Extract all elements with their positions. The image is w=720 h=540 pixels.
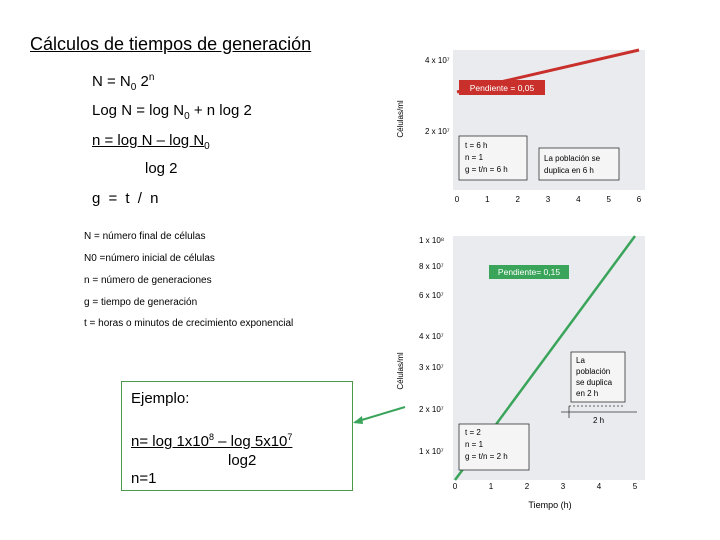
chart-lower <box>395 226 655 516</box>
example-result: n=1 <box>131 470 157 487</box>
example-heading: Ejemplo: <box>131 390 190 407</box>
x-tick-label: 1 <box>485 195 490 204</box>
formula-n-denominator: log 2 <box>145 160 178 177</box>
y-tick-label: 1 x 10⁷ <box>419 447 444 456</box>
definition-t: t = horas o minutos de crecimiento exponencial <box>84 318 294 329</box>
note-line: se duplica <box>576 378 613 387</box>
x-tick-label: 3 <box>545 195 551 204</box>
example-denominator: log2 <box>228 452 257 469</box>
x-tick-label: 5 <box>632 482 638 491</box>
y-tick-label: 4 x 10⁷ <box>425 56 450 65</box>
annotation-n: n = 1 <box>465 153 484 162</box>
example-box <box>121 381 353 491</box>
y-tick-label: 3 x 10⁷ <box>419 363 444 372</box>
y-axis-label: Células/ml <box>396 100 405 138</box>
x-tick-label: 5 <box>606 195 611 204</box>
x-tick-label: 1 <box>488 482 494 491</box>
y-tick-label: 4 x 10⁷ <box>419 332 444 341</box>
slope-label: Pendiente= 0,15 <box>497 267 561 277</box>
definition-N: N = número final de células <box>84 231 206 242</box>
x-axis-label: Tiempo (h) <box>528 500 572 510</box>
definition-n: n = número de generaciones <box>84 275 212 286</box>
note-box <box>539 148 619 180</box>
x-tick-label: 4 <box>576 195 581 204</box>
definition-N0: N0 =número inicial de células <box>84 253 215 264</box>
note-line: La población se <box>544 154 601 163</box>
slope-label: Pendiente = 0,05 <box>469 83 535 93</box>
example-numerator: $n= \log 1x10^8 - \log 5x10^7$ <box>131 432 293 450</box>
chart-upper <box>395 44 655 209</box>
annotation-g: g = t/n = 6 h <box>465 165 508 174</box>
definition-g: g = tiempo de generación <box>84 297 198 308</box>
formula-growth: $N = N_0$ 2$^n$ <box>92 72 155 93</box>
annotation-g: g = t/n = 2 h <box>465 452 508 461</box>
page-title: Cálculos de tiempos de generación <box>30 34 312 54</box>
formula-g: g = t / n <box>92 190 161 207</box>
y-tick-label: 8 x 10⁷ <box>419 262 444 271</box>
note-line: La <box>576 356 585 365</box>
formula-n-numerator: $n = \log N - \log N_0$ <box>92 132 210 152</box>
span-label: 2 h <box>593 416 605 425</box>
note-line: en 2 h <box>576 389 599 398</box>
x-tick-label: 2 <box>515 195 520 204</box>
x-tick-label: 4 <box>596 482 602 491</box>
annotation-n: n = 1 <box>465 440 484 449</box>
y-tick-label: 6 x 10⁷ <box>419 291 444 300</box>
annotation-t: t = 6 h <box>465 141 488 150</box>
annotation-t: t = 2 <box>465 428 481 437</box>
x-tick-label: 2 <box>524 482 530 491</box>
x-tick-label: 0 <box>452 482 458 491</box>
y-tick-label: 2 x 10⁷ <box>419 405 444 414</box>
y-tick-label: 1 x 10⁸ <box>419 236 445 245</box>
x-tick-label: 0 <box>454 195 460 204</box>
y-tick-label: 2 x 10⁷ <box>425 127 450 136</box>
note-line: población <box>576 367 611 376</box>
x-tick-label: 6 <box>636 195 642 204</box>
formula-log: Log $N = \log N_0 + n$ log 2 <box>92 102 252 122</box>
y-axis-label: Células/ml <box>396 352 405 390</box>
x-tick-label: 3 <box>560 482 566 491</box>
note-line: duplica en 6 h <box>544 166 594 175</box>
